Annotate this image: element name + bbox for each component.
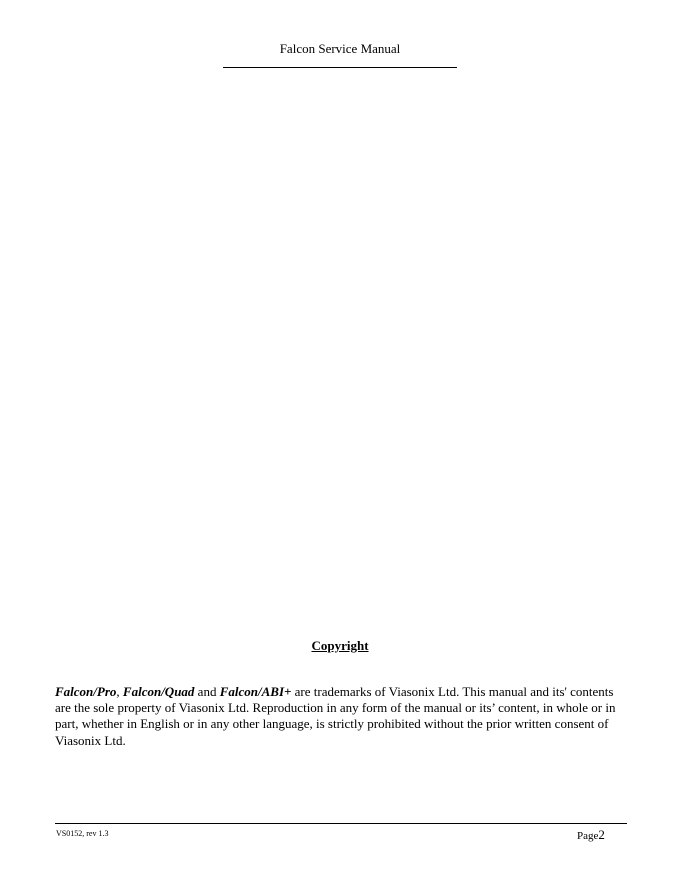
- footer-page: [577, 826, 605, 844]
- header-rule: [223, 67, 457, 68]
- trademark-falcon-pro: Falcon/Pro: [55, 684, 117, 699]
- footer-doc-id: VS0152, rev 1.3: [56, 829, 109, 838]
- copyright-text-end: .: [122, 732, 126, 748]
- header-title: Falcon Service Manual: [279, 41, 401, 56]
- footer-rule: [55, 823, 627, 824]
- footer-page-label: Page: [577, 830, 599, 842]
- separator-comma: ,: [116, 684, 123, 699]
- footer-page-number: 2: [598, 827, 605, 842]
- separator-and: and: [194, 684, 220, 699]
- copyright-text: are trademarks of Viasonix Ltd. This manual and its' contents are the sole property of Viasonix Ltd. Reproduction in any form of the manual or its’ content, in whole or in part, whether in English or in any other language, is strictly prohibited without the prior written consent of Viasonix Ltd: [55, 684, 616, 748]
- trademark-falcon-abi: Falcon/ABI+: [219, 684, 292, 699]
- trademark-falcon-quad: Falcon/Quad: [122, 684, 195, 699]
- copyright-heading: Copyright: [311, 638, 369, 653]
- page-header: [0, 40, 680, 58]
- copyright-paragraph: [55, 684, 630, 749]
